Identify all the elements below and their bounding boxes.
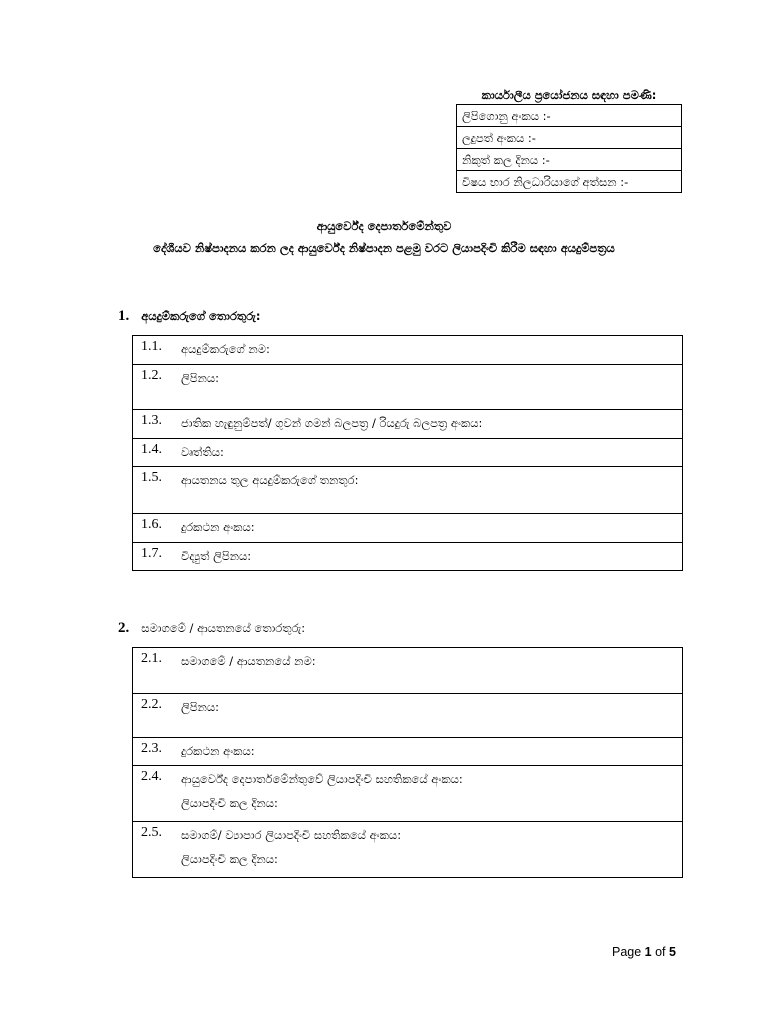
form-row-occupation[interactable] xyxy=(133,439,682,467)
office-officer-signature-field[interactable]: විෂය භාර නිලධාරියාගේ අත්සන :- xyxy=(462,175,629,189)
row-label: ලිපිනය: xyxy=(181,700,220,714)
page-number xyxy=(612,945,676,959)
row-number: 2.1. xyxy=(141,651,162,666)
form-row-applicant-phone[interactable] xyxy=(133,514,682,543)
row-label: ලිපිනය: xyxy=(181,371,220,385)
form-row-applicant-name[interactable] xyxy=(133,336,682,365)
row-number: 1.7. xyxy=(141,546,162,561)
row-number: 1.4. xyxy=(141,442,162,457)
row-sublabel: ලියාපදිංචි කල දිනය: xyxy=(181,852,278,866)
form-row-applicant-address[interactable] xyxy=(133,365,682,410)
row-label: සමාගම්/ ව්‍යාපාර ලියාපදිංචි සහතිකයේ අංකය: xyxy=(181,828,402,842)
section-1-title xyxy=(118,308,260,325)
office-issue-date-field[interactable]: නිකුත් කල දිනය :- xyxy=(457,149,681,171)
row-label: වෘත්තිය: xyxy=(181,445,224,459)
row-number: 2.5. xyxy=(141,825,162,840)
row-number: 2.2. xyxy=(141,697,162,712)
row-label: සමාගමේ / ආයතනයේ නම: xyxy=(181,654,316,668)
row-label: ජාතික හැඳුනුම්පත්/ ගුවන් ගමන් බලපත්‍ර / රියදුරු බලපත්‍ර අංකය: xyxy=(181,416,483,430)
section-2-number: 2. xyxy=(118,620,130,636)
form-row-applicant-position[interactable] xyxy=(133,467,682,514)
office-use-title: කාර්යාලීය ප්‍රයෝජනය සඳහා පමණි: xyxy=(481,88,657,102)
row-label: ආයතනය තුල අයදුම්කරුගේ තනතුර: xyxy=(181,473,359,487)
row-number: 2.3. xyxy=(141,741,162,756)
page-prefix: Page xyxy=(612,945,645,959)
row-sublabel: ලියාපදිංචි කල දිනය: xyxy=(181,796,278,810)
page-total: 5 xyxy=(669,945,676,959)
row-label: ආයුර්වේද දෙපාර්තමේන්තුවේ ලියාපදිංචි සහතිකයේ අංකය: xyxy=(181,772,463,786)
section-1-label: අයදුම්කරුගේ තොරතුරු: xyxy=(141,309,261,323)
form-row-id-number[interactable] xyxy=(133,410,682,439)
row-number: 1.1. xyxy=(141,339,162,354)
row-label: දුරකථන අංකය: xyxy=(181,520,255,534)
row-label: අයදුම්කරුගේ නම: xyxy=(181,342,270,356)
row-number: 1.3. xyxy=(141,413,162,428)
company-info-table xyxy=(132,647,683,878)
form-row-business-registration[interactable] xyxy=(133,822,682,877)
form-row-company-address[interactable] xyxy=(133,694,682,738)
page-of: of xyxy=(651,945,669,959)
row-number: 2.4. xyxy=(141,769,162,784)
form-row-company-phone[interactable] xyxy=(133,738,682,766)
section-1-number: 1. xyxy=(118,308,130,324)
row-label: දුරකථන අංකය: xyxy=(181,744,255,758)
form-row-company-name[interactable] xyxy=(133,648,682,694)
section-2-title xyxy=(118,620,305,637)
applicant-info-table xyxy=(132,335,683,571)
office-file-number-field[interactable]: ලිපිගොනු අංකය :- xyxy=(457,105,681,127)
row-number: 1.2. xyxy=(141,368,162,383)
department-heading: ආයුර්වේද දෙපාර්තමේන්තුව xyxy=(316,219,452,233)
row-label: විද්‍යුත් ලිපිනය: xyxy=(181,549,252,563)
form-row-applicant-email[interactable] xyxy=(133,543,682,570)
row-number: 1.5. xyxy=(141,470,162,485)
office-use-box xyxy=(456,86,682,193)
form-row-ayurveda-registration[interactable] xyxy=(133,766,682,822)
section-2-label: සමාගමේ / ආයතනයේ තොරතුරු: xyxy=(141,621,306,635)
row-number: 1.6. xyxy=(141,517,162,532)
office-receipt-number-field[interactable]: ලදුපත් අංකය :- xyxy=(457,127,681,149)
office-use-table xyxy=(456,104,682,193)
form-title: දේශීයව නිෂ්පාදනය කරන ලද ආයුර්වේද නිෂ්පාදන පළමු වරට ලියාපදිංචි කිරීම සඳහා අයදුම්පත්‍රය xyxy=(153,241,615,255)
page-current: 1 xyxy=(644,945,652,959)
